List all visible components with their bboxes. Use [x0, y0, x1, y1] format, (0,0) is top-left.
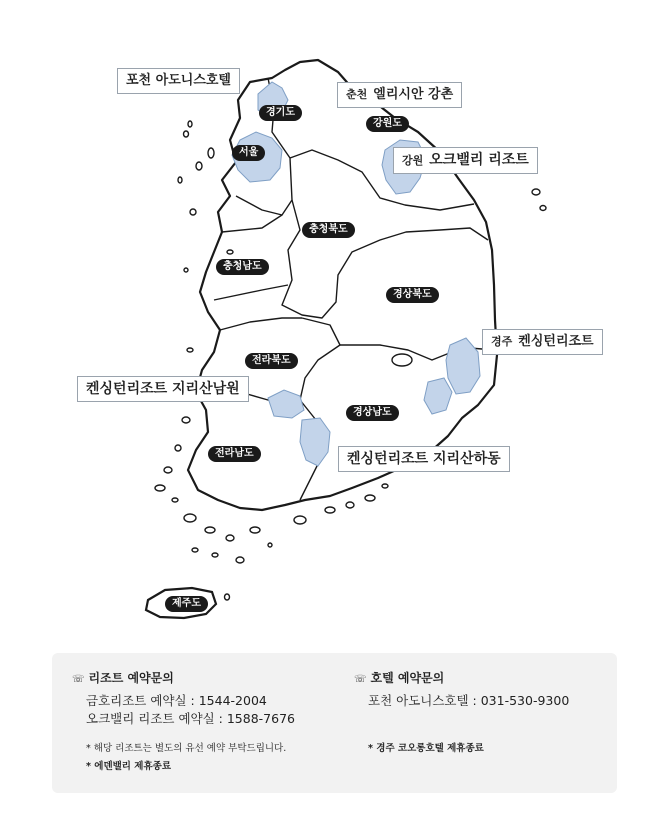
callout-pocheon	[117, 68, 240, 94]
callout-chuncheon	[337, 82, 462, 108]
callout-gyeongju-label: 켄싱턴리조트	[518, 334, 594, 349]
hotel-inquiry-title	[354, 669, 569, 686]
region-label-gangwon: 강원도	[366, 116, 409, 132]
callout-gyeongju-region: 경주	[491, 335, 513, 348]
callout-ochre-label: 오크밸리 리조트	[429, 152, 529, 168]
callout-chuncheon-label: 엘리시안 강촌	[373, 87, 454, 102]
resort-note-2: * 에덴밸리 제휴종료	[86, 761, 171, 772]
region-label-seoul: 서울	[232, 145, 265, 161]
callout-hadong	[338, 446, 510, 472]
region-label-gyeongbuk: 경상북도	[386, 287, 439, 303]
reservation-info-panel	[52, 653, 617, 793]
callout-namwon	[77, 376, 249, 402]
region-label-chungbuk: 충청북도	[302, 222, 355, 238]
callout-namwon-label: 켄싱턴리조트 지리산남원	[86, 381, 240, 397]
resort-note-1: * 해당 리조트는 별도의 유선 예약 부탁드립니다.	[86, 743, 287, 754]
resort-line-1: 금호리조트 예약실 : 1544-2004	[86, 693, 267, 708]
hotel-inquiry-title-text: 호텔 예약문의	[370, 671, 445, 685]
callout-chuncheon-region: 춘천	[346, 88, 368, 101]
region-label-gyeongnam: 경상남도	[346, 405, 399, 421]
region-label-jeonnam: 전라남도	[208, 446, 261, 462]
hotel-line-1: 포천 아도니스호텔 : 031-530-9300	[368, 693, 570, 708]
resort-inquiry-title-text: 리조트 예약문의	[88, 671, 174, 685]
phone-icon: ☏	[354, 674, 367, 685]
resort-line-2: 오크밸리 리조트 예약실 : 1588-7676	[86, 711, 295, 726]
resort-inquiry	[72, 663, 295, 776]
hotel-note-1: * 경주 코오롱호텔 제휴종료	[368, 743, 484, 754]
callout-ochre	[393, 147, 538, 174]
resort-inquiry-title	[72, 669, 295, 686]
region-label-gyeonggi: 경기도	[259, 105, 302, 121]
region-label-jeju: 제주도	[165, 596, 208, 612]
mainland-outline	[188, 60, 497, 510]
region-label-chungnam: 충청남도	[216, 259, 269, 275]
callout-hadong-label: 켄싱턴리조트 지리산하동	[347, 451, 501, 467]
callout-gyeongju	[482, 329, 603, 355]
phone-icon: ☏	[72, 674, 85, 685]
region-label-jeonbuk: 전라북도	[245, 353, 298, 369]
callout-ochre-region: 강원	[402, 154, 424, 167]
callout-pocheon-label: 포천 아도니스호텔	[126, 73, 231, 88]
hotel-inquiry	[354, 663, 569, 758]
